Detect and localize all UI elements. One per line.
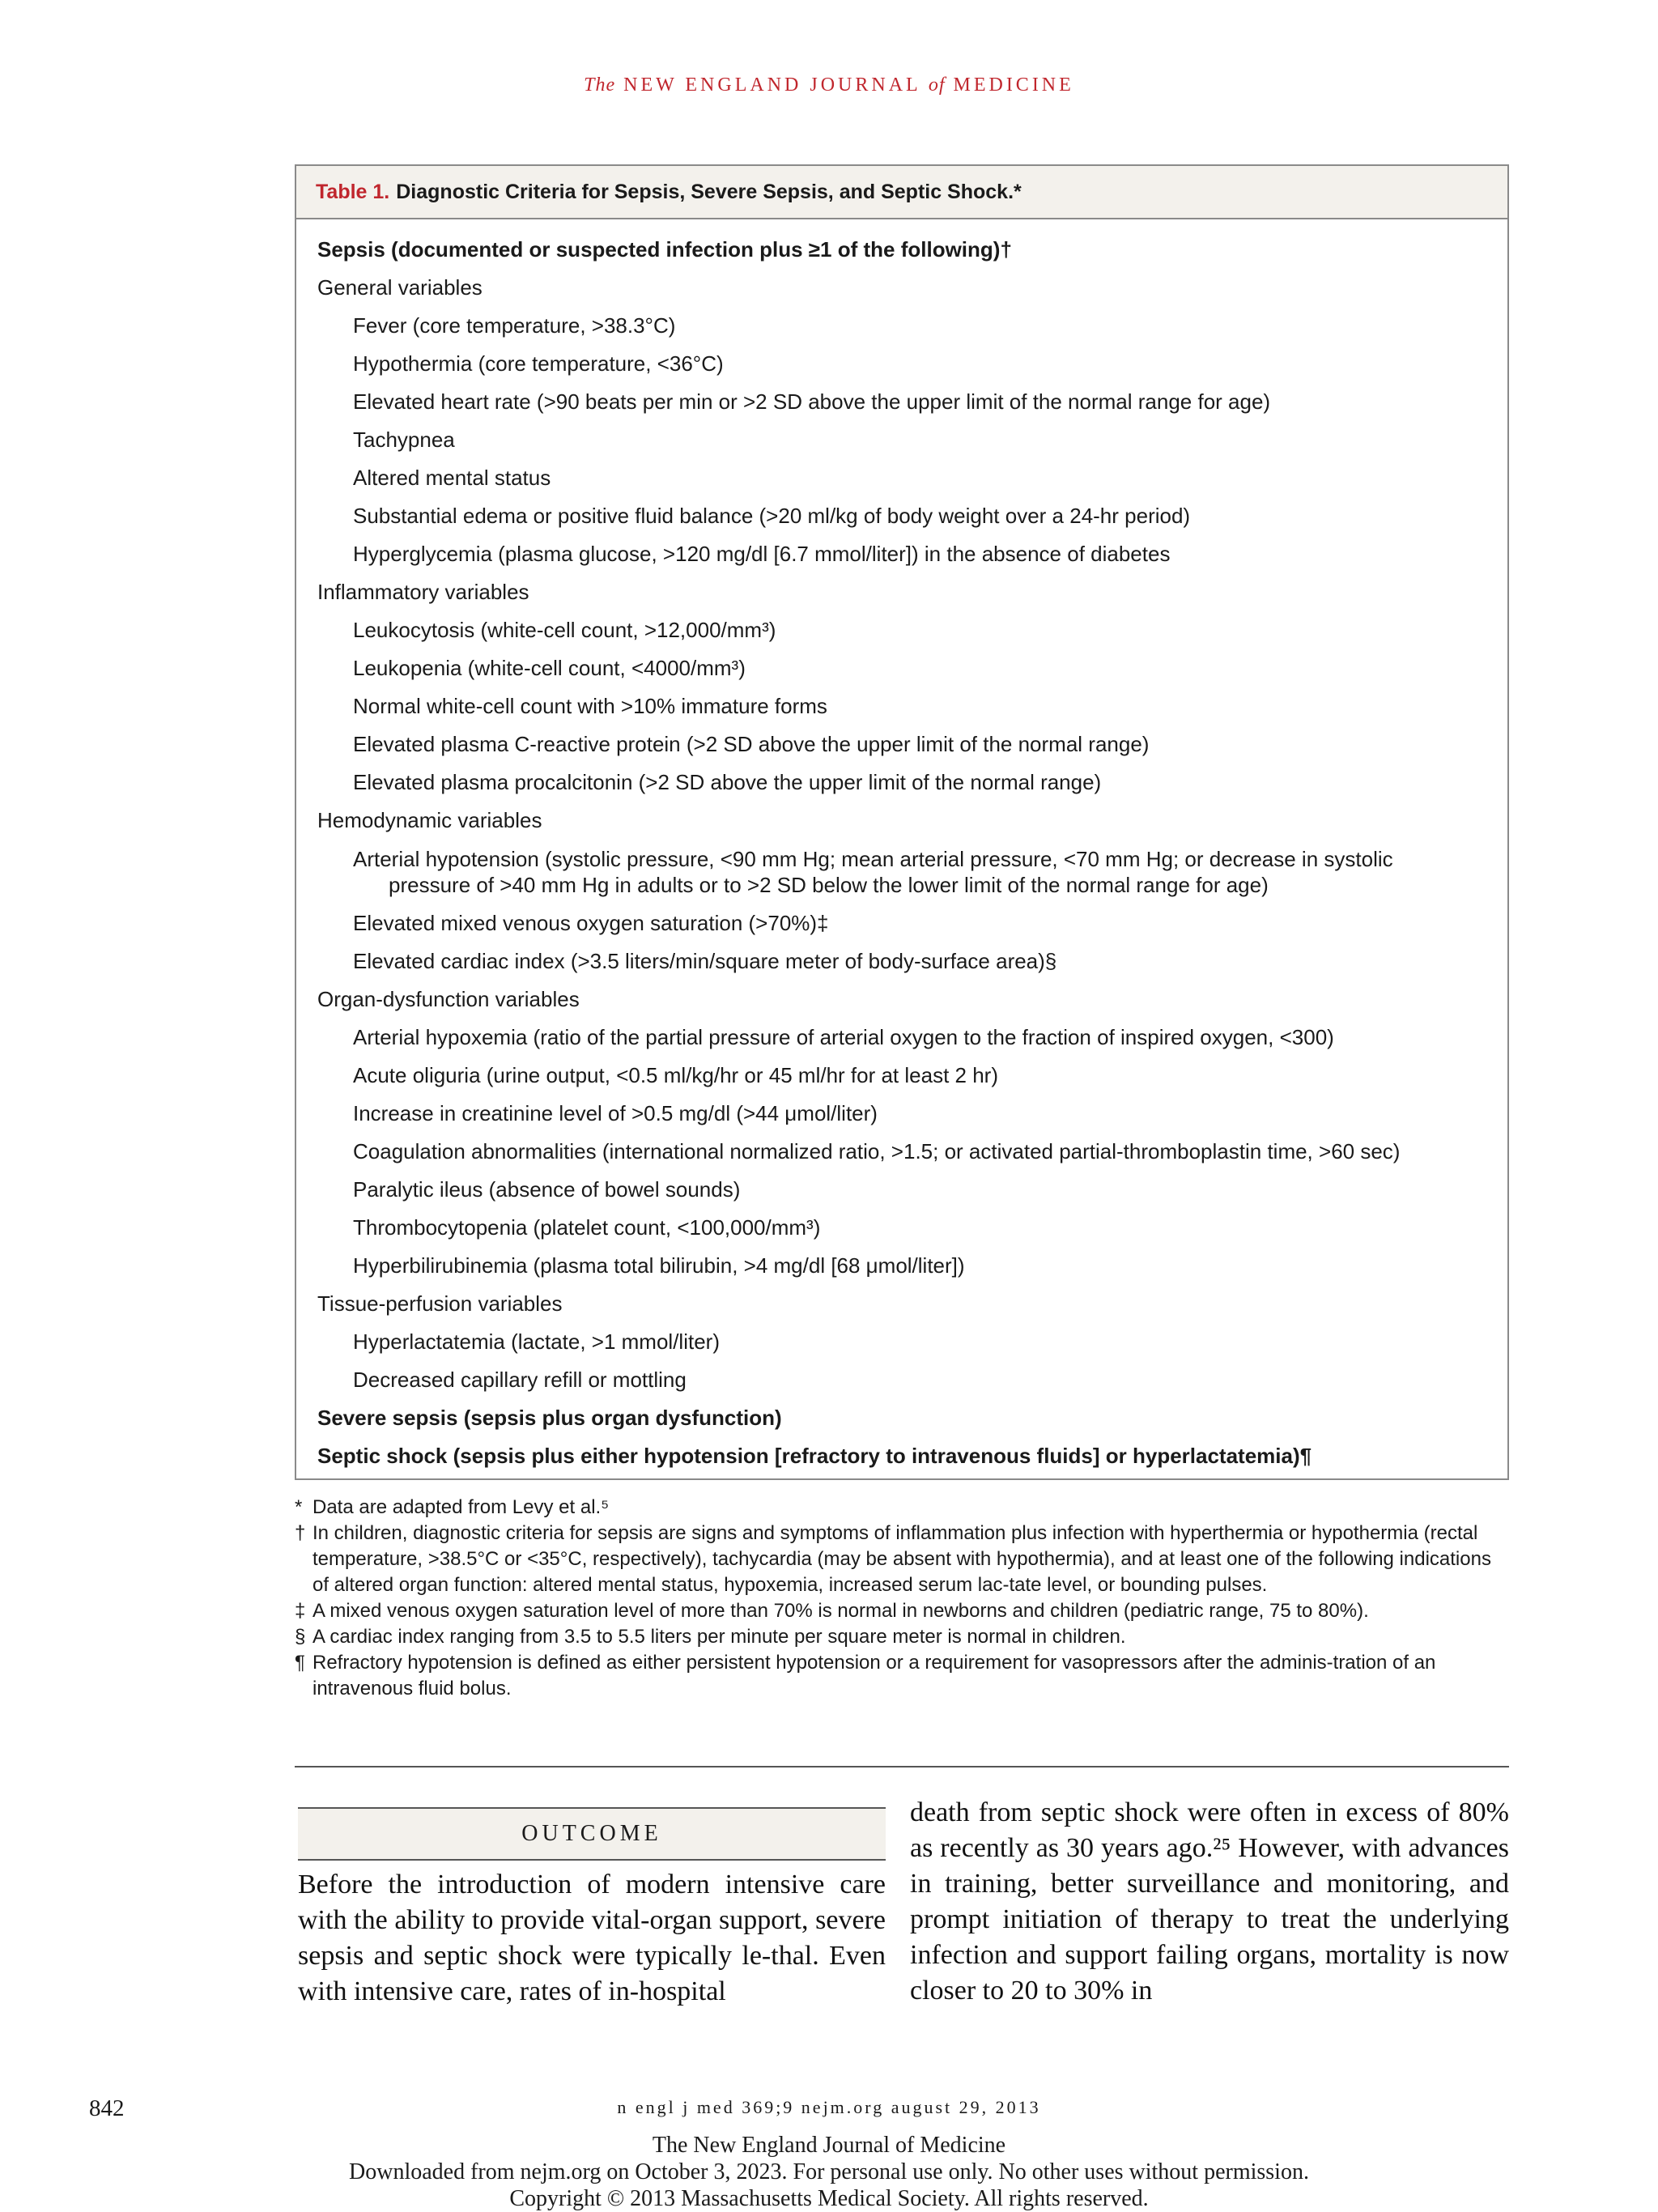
footnote-text: Refractory hypotension is defined as either persistent hypotension or a requirement for vasopressors after the adminis-tration of an intravenous fluid bolus. [312,1652,1436,1699]
footnote-symbol: § [295,1626,306,1648]
table-row-category: Tissue-perfusion variables [317,1291,563,1316]
journal-header-of: of [928,74,946,96]
table-row: Hyperbilirubinemia (plasma total bilirubin, >4 mg/dl [68 μmol/liter]) [353,1253,965,1278]
outcome-body-left: Before the introduction of modern intensive care with the ability to provide vital-organ support, severe sepsis and septic shock were typically le-thal. Even with intensive care, rates of in-hospital [298,1870,886,2006]
footnote [295,1624,1509,1650]
table-footnotes [295,1495,1509,1702]
table-row-severe-sepsis: Severe sepsis (sepsis plus organ dysfunction) [317,1406,782,1430]
footnote-symbol: * [295,1496,303,1518]
table-title: Diagnostic Criteria for Sepsis, Severe Sepsis, and Septic Shock.* [396,180,1022,203]
section-divider [295,1766,1509,1767]
outcome-heading: OUTCOME [298,1807,886,1861]
table-row-category: General variables [317,275,483,300]
table-row: Elevated plasma C-reactive protein (>2 SD above the upper limit of the normal range) [353,732,1150,756]
table-title-bar [296,166,1507,219]
outcome-body-right: death from septic shock were often in excess of 80% as recently as 30 years ago.²⁵ However, with advances in training, better surveillance and monitoring, and prompt initiation of therapy to treat the underlying infection and support failing organs, mortality is now closer to 20 to 30% in [910,1797,1509,2006]
table-row: Acute oliguria (urine output, <0.5 ml/kg/hr or 45 ml/hr for at least 2 hr) [353,1063,998,1087]
table-row: Hyperglycemia (plasma glucose, >120 mg/dl [6.7 mmol/liter]) in the absence of diabetes [353,542,1171,566]
table-row: Elevated plasma procalcitonin (>2 SD above the upper limit of the normal range) [353,770,1102,794]
table-number: Table 1. [316,180,390,203]
table-row-category: Organ-dysfunction variables [317,987,580,1011]
footnote [295,1598,1509,1624]
download-line-journal: The New England Journal of Medicine [652,2133,1006,2158]
table-row-category: Inflammatory variables [317,580,529,604]
footnote-text: A cardiac index ranging from 3.5 to 5.5 liters per minute per square meter is normal in children. [312,1626,1126,1648]
table-row: Elevated mixed venous oxygen saturation (>70%)‡ [353,911,829,935]
criteria-table [295,164,1509,1480]
table-row-category: Hemodynamic variables [317,808,542,832]
footnote-symbol: ¶ [295,1652,305,1674]
table-row-line2: pressure of >40 mm Hg in adults or to >2 SD below the lower limit of the normal range for age) [389,873,1269,897]
table-row: Leukocytosis (white-cell count, >12,000/mm³) [353,618,776,642]
table-row: Substantial edema or positive fluid balance (>20 ml/kg of body weight over a 24-hr period) [353,504,1191,528]
table-row: Tachypnea [353,428,455,452]
page-number: 842 [89,2095,125,2121]
table-row-septic-shock: Septic shock (sepsis plus either hypotension [refractory to intravenous fluids] or hyperlactatemia)¶ [317,1444,1312,1468]
table-row: Altered mental status [353,466,551,490]
download-line-copyright: Copyright © 2013 Massachusetts Medical Society. All rights reserved. [509,2186,1149,2211]
table-row-sepsis-heading: Sepsis (documented or suspected infection plus ≥1 of the following)† [317,237,1012,262]
footnote [295,1495,1509,1521]
table-row: Hypothermia (core temperature, <36°C) [353,351,724,376]
table-row: Coagulation abnormalities (international normalized ratio, >1.5; or activated partial-thromboplastin time, >60 sec) [353,1139,1401,1163]
table-row: Fever (core temperature, >38.3°C) [353,313,676,338]
table-row-line1: Arterial hypotension (systolic pressure, <90 mm Hg; mean arterial pressure, <70 mm Hg; or decrease in systolic [353,847,1393,871]
footnote-text: In children, diagnostic criteria for sepsis are signs and symptoms of inflammation plus infection with hyperthermia or hypothermia (rectal temperature, >38.5°C or <35°C, respectively), tachycardia (may be absent with hypothermia), and at least one of the following indications of altered organ function: altered mental status, hypoxemia, increased serum lac-tate level, or bounding pulses. [312,1522,1491,1596]
download-notice [0,2132,1658,2212]
table-row: Increase in creatinine level of >0.5 mg/dl (>44 μmol/liter) [353,1101,878,1125]
footnote [295,1650,1509,1702]
table-row: Arterial hypoxemia (ratio of the partial pressure of arterial oxygen to the fraction of inspired oxygen, <300) [353,1025,1334,1049]
table-row: Normal white-cell count with >10% immature forms [353,694,827,718]
journal-header-name-b: MEDICINE [953,74,1074,96]
footnote-symbol: ‡ [295,1600,306,1622]
table-row-wrapped [317,840,1491,904]
footnote-symbol: † [295,1522,306,1544]
footer-citation: n engl j med 369;9 nejm.org august 29, 2013 [617,2097,1041,2117]
table-rows [317,231,1491,1475]
table-row: Elevated heart rate (>90 beats per min or >2 SD above the upper limit of the normal range for age) [353,389,1271,414]
footnote-text: Data are adapted from Levy et al.⁵ [312,1496,610,1518]
table-row: Hyperlactatemia (lactate, >1 mmol/liter) [353,1329,720,1354]
footnote [295,1521,1509,1598]
download-line-terms: Downloaded from nejm.org on October 3, 2023. For personal use only. No other uses without permission. [349,2159,1309,2184]
table-row: Leukopenia (white-cell count, <4000/mm³) [353,656,746,680]
journal-header-name-a: NEW ENGLAND JOURNAL [623,74,920,96]
footnote-text: A mixed venous oxygen saturation level of more than 70% is normal in newborns and children (pediatric range, 75 to 80%). [312,1600,1369,1622]
table-row: Elevated cardiac index (>3.5 liters/min/square meter of body-surface area)§ [353,949,1057,973]
table-row: Thrombocytopenia (platelet count, <100,000/mm³) [353,1215,821,1240]
journal-header-the: The [584,74,616,96]
table-row: Paralytic ileus (absence of bowel sounds) [353,1177,741,1202]
journal-header [0,74,1658,96]
table-row: Decreased capillary refill or mottling [353,1368,687,1392]
